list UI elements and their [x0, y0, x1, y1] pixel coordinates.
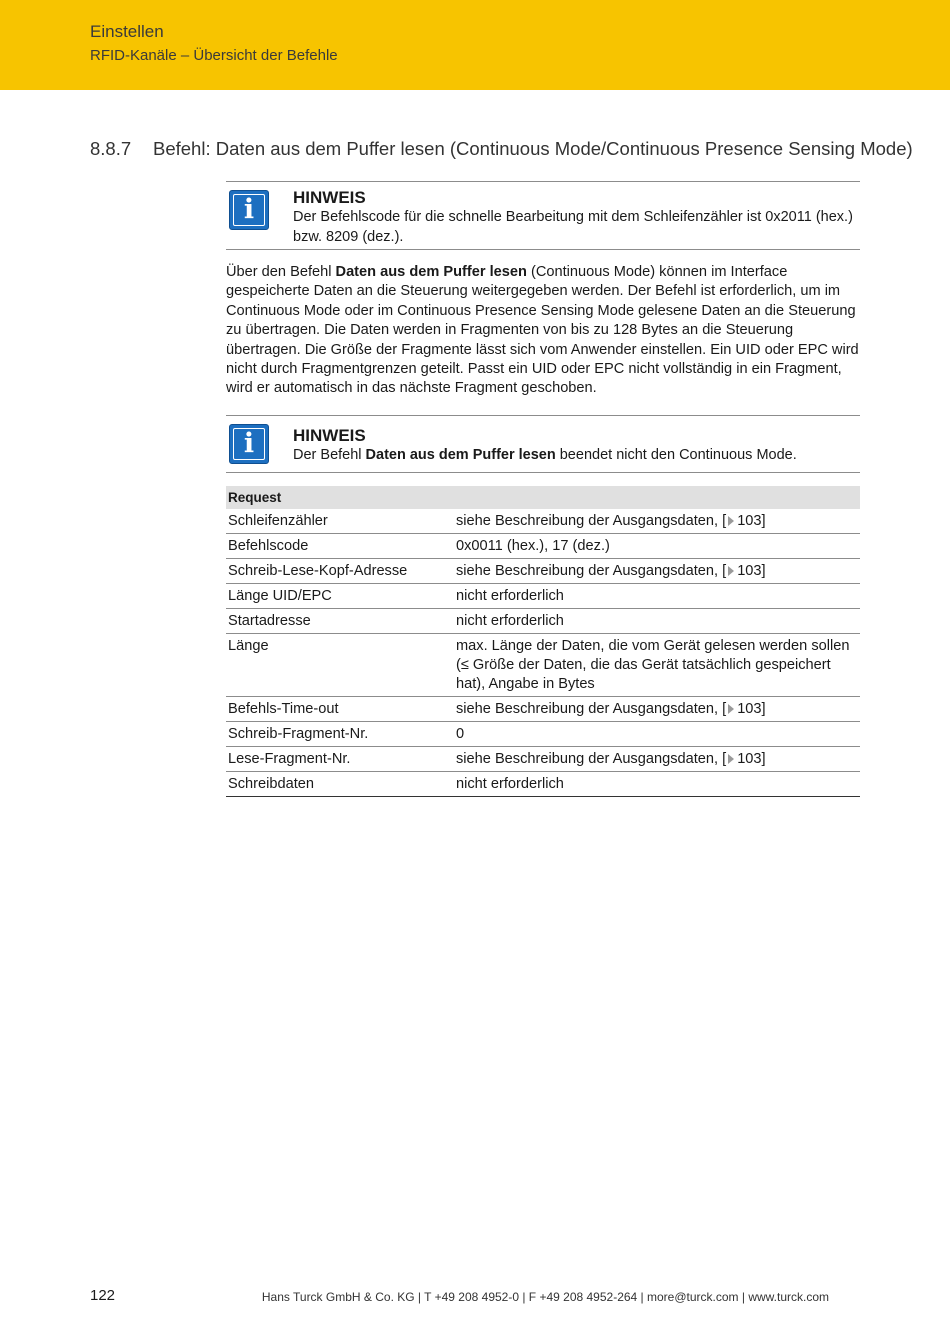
page-number: 122	[90, 1287, 116, 1304]
row-value-text: siehe Beschreibung der Ausgangsdaten,	[456, 751, 719, 767]
table-row	[226, 722, 860, 747]
note-title: HINWEIS	[293, 426, 366, 445]
note-text: Der Befehlscode für die schnelle Bearbeitung mit dem Schleifenzähler ist 0x2011 (hex.) bzw. 8209 (dez.).	[293, 209, 853, 245]
row-label: Befehlscode	[226, 534, 454, 559]
table-row	[226, 534, 860, 559]
row-value: siehe Beschreibung der Ausgangsdaten, [ 103]	[454, 559, 860, 584]
table-row	[226, 747, 860, 772]
note-title: HINWEIS	[293, 188, 366, 207]
page-reference-link[interactable]: 103	[737, 701, 762, 717]
row-value: siehe Beschreibung der Ausgangsdaten, [ 103]	[454, 747, 860, 772]
note-box-1	[226, 181, 860, 250]
row-value	[454, 772, 860, 797]
body-paragraph	[226, 263, 862, 399]
row-label: Länge UID/EPC	[226, 584, 454, 609]
row-value-text: max. Länge der Daten, die vom Gerät gelesen werden sollen (≤ Größe der Daten, die das Gerät tatsächlich gespeichert hat), Angabe in Bytes	[456, 638, 850, 692]
footer-contact: Hans Turck GmbH & Co. KG | T +49 208 4952-0 | F +49 208 4952-264 | more@turck.com | www.turck.com	[261, 1290, 829, 1304]
row-label: Schreibdaten	[226, 772, 454, 797]
page-reference-arrow-icon	[728, 516, 734, 526]
table-header: Request	[226, 486, 860, 509]
command-name: Daten aus dem Puffer lesen	[335, 264, 527, 280]
body-text-start: Über den Befehl	[226, 264, 336, 280]
row-label: Schleifenzähler	[226, 509, 454, 534]
table-row	[226, 772, 860, 797]
note-box-2	[226, 415, 860, 473]
command-name: Daten aus dem Puffer lesen	[365, 447, 556, 463]
row-value	[454, 584, 860, 609]
section-number: 8.8.7	[90, 138, 132, 159]
info-icon: i	[229, 424, 269, 464]
table-row	[226, 584, 860, 609]
row-value-text: siehe Beschreibung der Ausgangsdaten,	[456, 563, 719, 579]
row-label: Länge	[226, 634, 454, 697]
subchapter-title: RFID-Kanäle – Übersicht der Befehle	[90, 47, 338, 64]
chapter-title: Einstellen	[90, 22, 164, 41]
table-row	[226, 697, 860, 722]
page-reference-link[interactable]: 103	[737, 751, 762, 767]
page-reference-arrow-icon	[728, 704, 734, 714]
row-label: Schreib-Lese-Kopf-Adresse	[226, 559, 454, 584]
page-reference-arrow-icon	[728, 754, 734, 764]
row-value-text: 0x0011 (hex.), 17 (dez.)	[456, 538, 610, 554]
table-header-row	[226, 486, 860, 509]
row-value	[454, 609, 860, 634]
section-heading	[90, 138, 913, 160]
request-table	[226, 486, 860, 797]
table-row	[226, 609, 860, 634]
page-reference-link[interactable]: 103	[737, 563, 762, 579]
row-value-text: 0	[456, 726, 465, 742]
row-value	[454, 534, 860, 559]
row-value-text: nicht erforderlich	[456, 776, 564, 792]
row-value: siehe Beschreibung der Ausgangsdaten, [ 103]	[454, 509, 860, 534]
page-header	[0, 0, 950, 90]
row-value-text: nicht erforderlich	[456, 588, 564, 604]
row-value-text: nicht erforderlich	[456, 613, 564, 629]
info-icon: i	[229, 190, 269, 230]
table-row	[226, 559, 860, 584]
row-label: Lese-Fragment-Nr.	[226, 747, 454, 772]
table-row	[226, 634, 860, 697]
row-label: Startadresse	[226, 609, 454, 634]
row-value: siehe Beschreibung der Ausgangsdaten, [ 103]	[454, 697, 860, 722]
row-label: Schreib-Fragment-Nr.	[226, 722, 454, 747]
page-reference-arrow-icon	[728, 566, 734, 576]
body-text-rest: (Continuous Mode) können im Interface gespeicherte Daten an die Steuerung weitergegeben werden. Der Befehl ist erforderlich, um im Continuous Mode oder im Continuous Presence Sensing Mode gelesene Daten an die Steuerung zu übertragen. Die Daten werden in Fragmenten von bis zu 128 Bytes an die Steuerung übertragen. Die Größe der Fragmente lässt sich vom Anwender einstellen. Ein UID oder EPC wird nicht durch Fragmentgrenzen geteilt. Passt ein UID oder EPC nicht vollständig in ein Fragment, wird er automatisch in das nächste Fragment geschoben.	[226, 264, 859, 397]
row-value-text: siehe Beschreibung der Ausgangsdaten,	[456, 513, 719, 529]
table-row	[226, 509, 860, 534]
row-value	[454, 634, 860, 697]
section-title: Befehl: Daten aus dem Puffer lesen (Continuous Mode/Continuous Presence Sensing Mode)	[153, 138, 913, 159]
row-label: Befehls-Time-out	[226, 697, 454, 722]
row-value	[454, 722, 860, 747]
row-value-text: siehe Beschreibung der Ausgangsdaten,	[456, 701, 719, 717]
page-reference-link[interactable]: 103	[737, 513, 762, 529]
note-text: Der Befehl Daten aus dem Puffer lesen beendet nicht den Continuous Mode.	[293, 447, 797, 463]
